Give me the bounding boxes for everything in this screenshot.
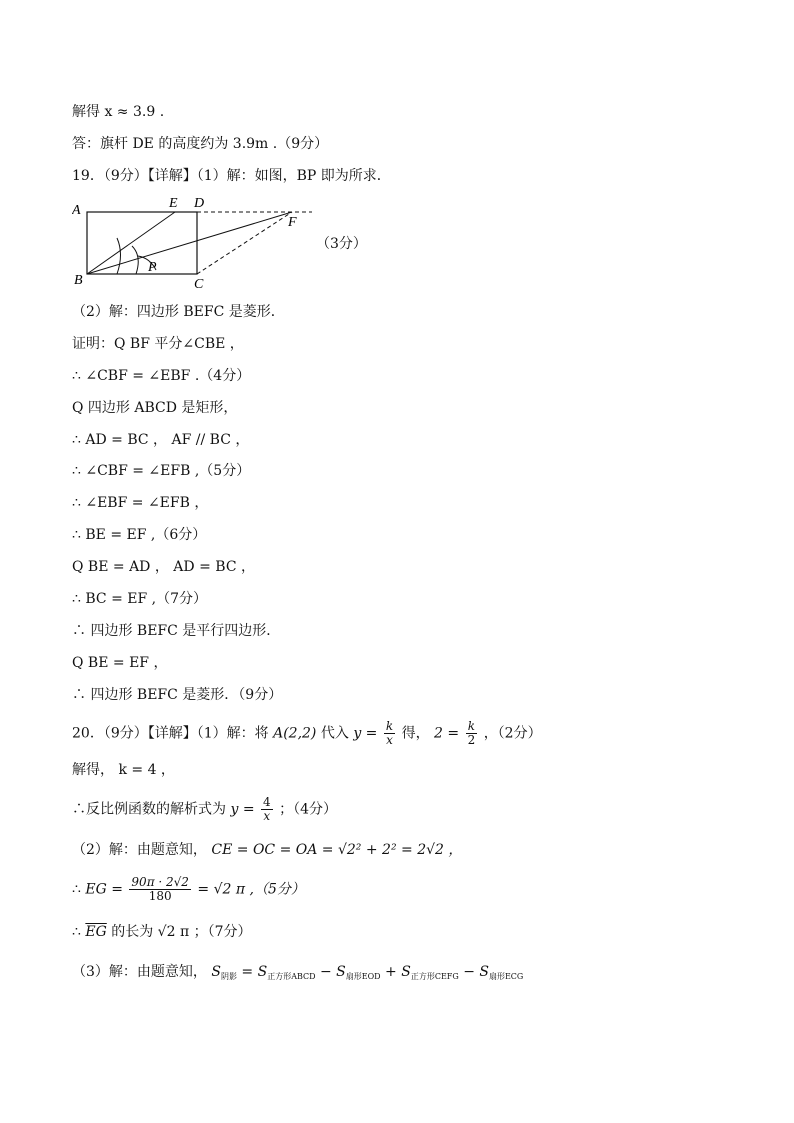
text-line-9: ∴ ∠CBF = ∠EFB ,（5分）: [72, 463, 251, 479]
label-e: E: [169, 196, 178, 211]
therefore-symbol-2: ∴: [72, 924, 81, 940]
func-y-2: y =: [230, 801, 255, 818]
text-line-11: ∴ BE = EF ,（6分）: [72, 527, 207, 543]
arc-length-result: 的长为 √2 π ；（7分）: [111, 924, 252, 940]
q20-intro: 20．（9分）【详解】（1）解：将: [72, 725, 269, 742]
q20-line-5: [72, 876, 305, 903]
label-d: D: [194, 196, 205, 211]
fraction-k-2: $\frac{k}{2}$: [467, 719, 476, 747]
point-a: A(2,2): [273, 725, 317, 742]
q20-line-7: （3）解：由题意知， $S_{阴影} = S_{正方形ABCD} - S_{扇形EOD} + S_{正方形CEFG} - S_{扇形ECG}$: [72, 964, 524, 981]
score-4: ；（4分）: [279, 801, 338, 818]
label-f: F: [288, 215, 297, 230]
score-2: ，（2分）: [483, 725, 542, 742]
q20-analytic-expression: ∴反比例函数的解析式为: [72, 801, 226, 818]
text-line-16: ∴ 四边形 BEFC 是菱形．（9分）: [72, 687, 283, 703]
fraction-4-x: $\frac{4}{x}$: [263, 795, 271, 823]
q20-part3-intro: （3）解：由题意知，: [72, 964, 207, 980]
text-line-4: （2）解：四边形 BEFC 是菱形．: [72, 304, 285, 320]
text-line-12: Q BE = AD ， AD = BC ，: [72, 559, 255, 575]
text-line-5: 证明：Q BF 平分∠CBE ，: [72, 336, 244, 352]
text-line-15: Q BE = EF ，: [72, 655, 168, 671]
segment-bf: [87, 212, 292, 274]
text-line-6: ∴ ∠CBF = ∠EBF .（4分）: [72, 368, 251, 384]
arc-eg: $\overline{EG}$: [85, 924, 107, 940]
q20-line-4: [72, 840, 462, 860]
text-line-2: 答：旗杆 DE 的高度约为 3.9m .（9分）: [72, 136, 329, 152]
q20-de: 得，: [401, 725, 430, 742]
dashed-line-cf: [197, 212, 292, 274]
fraction-k-x: $\frac{k}{x}$: [385, 719, 394, 747]
rectangle-abcd: [87, 212, 197, 274]
q20-line-2: 解得， k = 4 ，: [72, 762, 175, 778]
q20-line-3: [72, 796, 337, 823]
text-line-1: 解得 x ≈ 3.9 .: [72, 104, 165, 120]
text-line-7: Q 四边形 ABCD 是矩形，: [72, 400, 238, 416]
q20-substitute: 代入: [320, 725, 349, 742]
q20-line-6: [72, 922, 252, 942]
text-line-13: ∴ BC = EF ,（7分）: [72, 591, 207, 607]
label-b: B: [74, 273, 83, 288]
arc-eg-label: EG =: [85, 881, 123, 898]
ce-equation: CE = OC = OA = √2² + 2² = 2√2 ，: [211, 842, 463, 858]
text-line-8: ∴ AD = BC ， AF // BC ，: [72, 432, 250, 448]
text-line-10: ∴ ∠EBF = ∠EFB ，: [72, 495, 209, 511]
fraction-arc-length: $\frac{90\pi \cdot 2√2}{180}$: [131, 875, 189, 903]
q20-line-1: [72, 720, 542, 747]
label-a: A: [72, 203, 81, 218]
func-y: y =: [353, 725, 378, 742]
figure-score: （3分）: [316, 236, 367, 252]
text-line-14: ∴ 四边形 BEFC 是平行四边形．: [72, 623, 281, 639]
arc-result: = √2 π ,（5分）: [197, 881, 305, 898]
label-p: P: [148, 260, 157, 275]
q20-part2-intro: （2）解：由题意知，: [72, 842, 207, 858]
segment-be: [87, 212, 175, 274]
eq-2: 2 =: [434, 725, 460, 742]
text-line-3: 19．（9分）【详解】（1）解：如图，BP 即为所求．: [72, 168, 391, 184]
label-c: C: [194, 277, 204, 290]
therefore-symbol: ∴: [72, 881, 81, 898]
arc-1: [117, 238, 121, 274]
